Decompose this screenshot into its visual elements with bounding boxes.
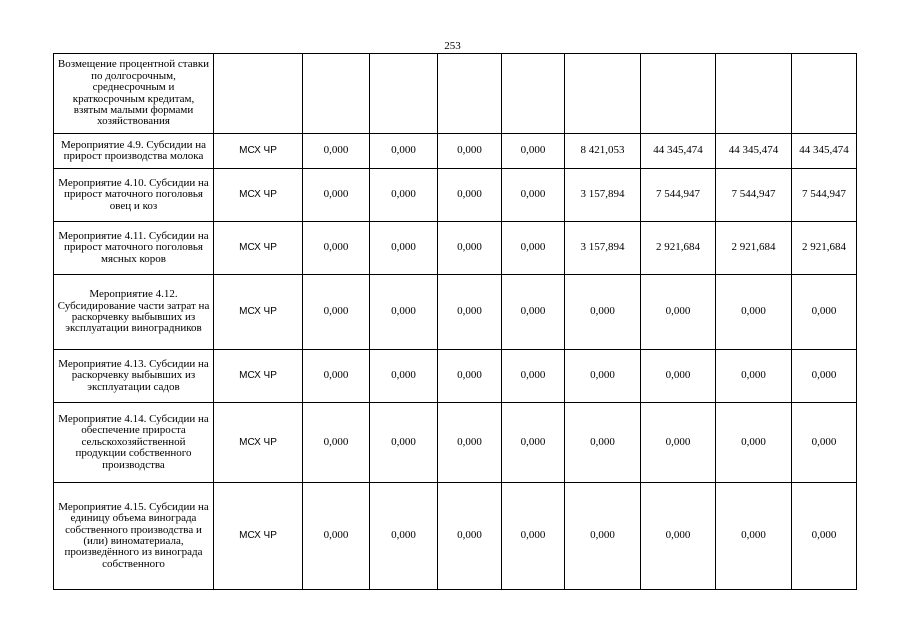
executor-cell: МСХ ЧР (214, 134, 303, 169)
executor-cell: МСХ ЧР (214, 222, 303, 275)
value-cell: 0,000 (641, 350, 716, 403)
value-cell: 0,000 (641, 275, 716, 350)
value-cell: 0,000 (565, 483, 641, 590)
table-row (54, 134, 857, 169)
value-cell: 0,000 (716, 350, 792, 403)
value-cell: 0,000 (370, 350, 438, 403)
value-cell: 0,000 (303, 350, 370, 403)
value-cell (303, 54, 370, 134)
value-cell: 0,000 (370, 134, 438, 169)
value-cell: 2 921,684 (792, 222, 857, 275)
table-row (54, 483, 857, 590)
value-cell: 0,000 (641, 483, 716, 590)
table-row (54, 54, 857, 134)
value-cell (370, 54, 438, 134)
table-row (54, 350, 857, 403)
executor-cell: МСХ ЧР (214, 483, 303, 590)
value-cell: 0,000 (438, 275, 502, 350)
measure-name-cell: Мероприятие 4.12. Субсидирование части затрат на раскорчевку выбывших из эксплуатации виноградников (54, 275, 214, 350)
value-cell: 8 421,053 (565, 134, 641, 169)
measure-name-cell: Мероприятие 4.15. Субсидии на единицу объема винограда собственного производства и (или) виноматериала, произведённого из винограда собственного (54, 483, 214, 590)
value-cell (502, 54, 565, 134)
value-cell: 0,000 (303, 275, 370, 350)
measure-name-cell: Мероприятие 4.11. Субсидии на прирост маточного поголовья мясных коров (54, 222, 214, 275)
value-cell: 0,000 (502, 222, 565, 275)
value-cell: 0,000 (502, 134, 565, 169)
value-cell: 0,000 (792, 483, 857, 590)
measure-name-cell: Мероприятие 4.9. Субсидии на прирост производства молока (54, 134, 214, 169)
executor-cell (214, 54, 303, 134)
value-cell: 0,000 (438, 350, 502, 403)
value-cell: 44 345,474 (716, 134, 792, 169)
value-cell: 0,000 (438, 483, 502, 590)
value-cell: 0,000 (502, 403, 565, 483)
table-row (54, 222, 857, 275)
value-cell: 0,000 (502, 483, 565, 590)
value-cell: 0,000 (438, 134, 502, 169)
table-row (54, 169, 857, 222)
value-cell: 0,000 (303, 169, 370, 222)
executor-cell: МСХ ЧР (214, 350, 303, 403)
value-cell (792, 54, 857, 134)
value-cell: 3 157,894 (565, 169, 641, 222)
program-funding-table (53, 53, 857, 590)
value-cell: 0,000 (370, 403, 438, 483)
value-cell: 44 345,474 (792, 134, 857, 169)
value-cell: 0,000 (303, 403, 370, 483)
value-cell: 7 544,947 (716, 169, 792, 222)
page-number: 253 (444, 40, 461, 52)
value-cell: 0,000 (716, 275, 792, 350)
value-cell: 7 544,947 (641, 169, 716, 222)
value-cell: 0,000 (565, 403, 641, 483)
value-cell: 0,000 (565, 275, 641, 350)
value-cell: 0,000 (792, 403, 857, 483)
value-cell: 0,000 (438, 403, 502, 483)
value-cell: 0,000 (792, 275, 857, 350)
table-row (54, 275, 857, 350)
value-cell: 0,000 (438, 169, 502, 222)
value-cell (565, 54, 641, 134)
value-cell: 0,000 (502, 350, 565, 403)
measure-name-cell: Мероприятие 4.10. Субсидии на прирост маточного поголовья овец и коз (54, 169, 214, 222)
executor-cell: МСХ ЧР (214, 169, 303, 222)
value-cell: 0,000 (370, 169, 438, 222)
value-cell: 0,000 (438, 222, 502, 275)
value-cell: 44 345,474 (641, 134, 716, 169)
value-cell (641, 54, 716, 134)
value-cell (438, 54, 502, 134)
value-cell: 0,000 (565, 350, 641, 403)
measure-name-cell: Мероприятие 4.14. Субсидии на обеспечение прироста сельскохозяйственной продукции собственного производства (54, 403, 214, 483)
measure-name-cell: Мероприятие 4.13. Субсидии на раскорчевку выбывших из эксплуатации садов (54, 350, 214, 403)
executor-cell: МСХ ЧР (214, 403, 303, 483)
table-body (54, 54, 857, 590)
value-cell (716, 54, 792, 134)
value-cell: 0,000 (716, 403, 792, 483)
value-cell: 0,000 (303, 222, 370, 275)
value-cell: 7 544,947 (792, 169, 857, 222)
value-cell: 0,000 (792, 350, 857, 403)
value-cell: 2 921,684 (641, 222, 716, 275)
value-cell: 0,000 (303, 134, 370, 169)
value-cell: 0,000 (303, 483, 370, 590)
value-cell: 0,000 (716, 483, 792, 590)
measure-name-cell: Возмещение процентной ставки по долгосрочным, среднесрочным и краткосрочным кредитам, взятым малыми формами хозяйствования (54, 54, 214, 134)
table-row (54, 403, 857, 483)
value-cell: 0,000 (502, 169, 565, 222)
value-cell: 0,000 (370, 222, 438, 275)
value-cell: 0,000 (370, 275, 438, 350)
executor-cell: МСХ ЧР (214, 275, 303, 350)
value-cell: 0,000 (370, 483, 438, 590)
value-cell: 0,000 (502, 275, 565, 350)
value-cell: 2 921,684 (716, 222, 792, 275)
value-cell: 3 157,894 (565, 222, 641, 275)
value-cell: 0,000 (641, 403, 716, 483)
